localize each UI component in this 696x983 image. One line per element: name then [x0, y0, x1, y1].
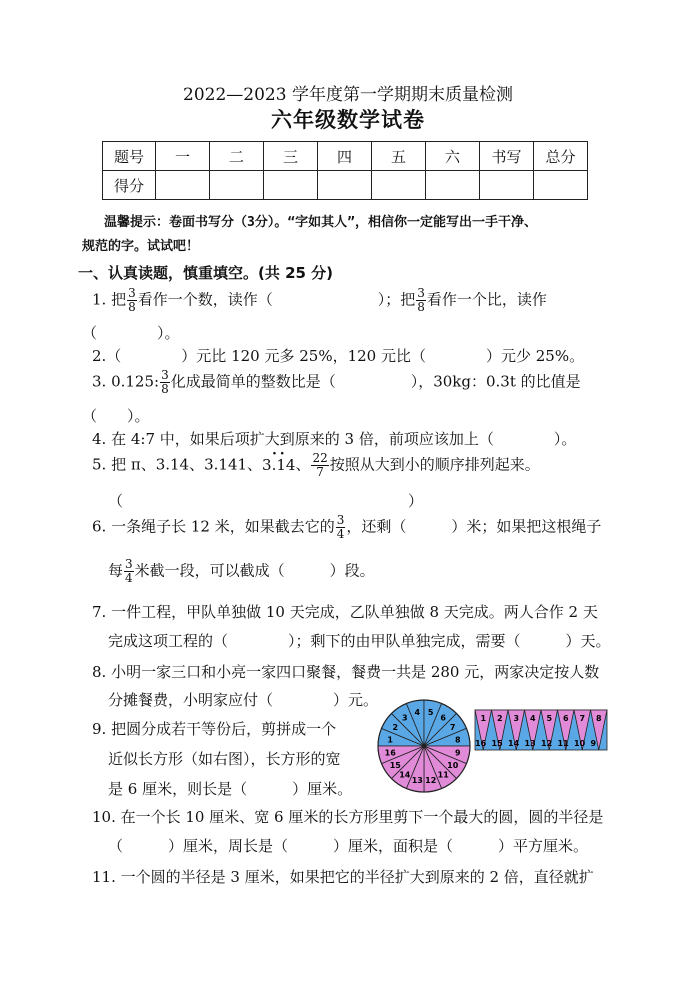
question-4: 4. 在 4:7 中，如果后项扩大到原来的 3 倍，前项应该加上（ ）。 [92, 430, 577, 448]
sector-label: 14 [399, 770, 411, 780]
q6-text-b: ，还剩（ ）米；如果把这根绳子 [346, 517, 602, 536]
score-cell: 总分 [534, 142, 588, 171]
strip-label-bottom: 14 [508, 739, 520, 748]
score-cell: 二 [210, 142, 264, 171]
question-9-line-3: 是 6 厘米，则长是（ ）厘米。 [108, 780, 353, 798]
question-11: 11. 一个圆的半径是 3 厘米，如果把它的半径扩大到原来的 2 倍，直径就扩 [92, 868, 594, 886]
score-cell: 三 [264, 142, 318, 171]
score-blank[interactable] [480, 171, 534, 200]
score-blank[interactable] [372, 171, 426, 200]
sector-label: 13 [411, 775, 423, 785]
sector-label: 8 [455, 735, 461, 745]
score-table [102, 141, 588, 200]
score-blank[interactable] [534, 171, 588, 200]
question-1 [92, 287, 547, 314]
score-blank[interactable] [156, 171, 210, 200]
fraction: $\frac{3}{8}$ [128, 286, 136, 314]
strip-label-top: 1 [480, 714, 487, 723]
sector-label: 5 [427, 708, 434, 718]
sector-circle-figure [376, 698, 472, 794]
strip-label-top: 4 [530, 714, 536, 723]
q1-text-b: 看作一个数，读作（ ）；把 [137, 290, 416, 309]
sector-label: 16 [384, 748, 396, 758]
score-table-score-row [103, 171, 588, 200]
strip-label-bottom: 11 [557, 739, 569, 748]
strip-label-bottom: 10 [574, 739, 586, 748]
question-7: 7. 一件工程，甲队单独做 10 天完成，乙队单独做 8 天完成。两人合作 2 天 [92, 603, 598, 621]
q6-text-a: 6. 一条绳子长 12 米，如果截去它的 [92, 517, 335, 536]
score-cell: 书写 [480, 142, 534, 171]
score-blank[interactable] [264, 171, 318, 200]
sector-label: 10 [447, 761, 459, 771]
tip-line-2: 规范的字。试试吧！ [82, 239, 200, 254]
fraction: $\frac{22}{7}$ [312, 451, 328, 479]
strip-label-bottom: 12 [541, 739, 553, 748]
question-3 [92, 369, 581, 396]
question-9: 9. 把圆分成若干等份后，剪拼成一个 [92, 720, 337, 738]
question-1-line-2: （ ）。 [82, 324, 180, 342]
sector-label: 1 [387, 735, 393, 745]
exam-title: 六年级数学试卷 [271, 107, 425, 132]
fraction: $\frac{3}{8}$ [161, 368, 169, 396]
score-blank[interactable] [318, 171, 372, 200]
score-blank[interactable] [210, 171, 264, 200]
strip-label-top: 8 [596, 714, 602, 723]
sector-label: 7 [449, 722, 456, 732]
q1-text-c: 看作一个比，读作 [426, 290, 547, 309]
sector-label: 6 [440, 713, 446, 723]
score-table-header-row [103, 142, 588, 171]
section-heading: 一、认真读题，慎重填空。(共 25 分) [78, 264, 334, 282]
question-5: 5. 把 π、3.14、3.141、· · 3.14、 $\frac{22}{7}$ 按照从大到小的顺序排列起来。 [92, 452, 540, 479]
strip-label-top: 2 [497, 714, 503, 723]
question-8-line-2: 分摊餐费，小明家应付（ ）元。 [108, 691, 379, 709]
question-3-line-2: （ ）。 [82, 407, 150, 425]
question-8: 8. 小明一家三口和小亮一家四口聚餐，餐费一共是 280 元，两家决定按人数 [92, 663, 600, 681]
question-2: 2.（ ）元比 120 元多 25%，120 元比（ ）元少 25%。 [92, 347, 585, 365]
score-cell: 四 [318, 142, 372, 171]
sector-label: 4 [414, 708, 421, 718]
question-5-answer-blank: （ ） [108, 492, 424, 510]
score-cell: 一 [156, 142, 210, 171]
fraction: $\frac{3}{4}$ [336, 513, 345, 541]
q1-text-a: 1. 把 [92, 290, 127, 309]
strip-label-top: 7 [579, 714, 586, 723]
score-cell: 题号 [103, 142, 156, 171]
q3-text-a: 3. 0.125: [92, 372, 160, 391]
strip-label-bottom: 16 [475, 739, 487, 748]
score-row-label: 得分 [103, 171, 156, 200]
question-6-line-2 [108, 558, 375, 585]
score-cell: 六 [426, 142, 480, 171]
question-9-line-2: 近似长方形（如右图），长方形的宽 [108, 750, 341, 768]
q6-text-c: 每 [108, 561, 124, 580]
sector-label: 12 [425, 775, 437, 785]
question-10: 10. 在一个长 10 厘米、宽 6 厘米的长方形里剪下一个最大的圆，圆的半径是 [92, 808, 604, 826]
strip-label-top: 6 [563, 714, 569, 723]
q6-text-d: 米截一段，可以截成（ ）段。 [134, 561, 375, 580]
strip-label-bottom: 13 [524, 739, 536, 748]
question-6 [92, 514, 601, 541]
tip-line-1: 温馨提示：卷面书写分（3分）。“字如其人”，相信你一定能写出一手干净、 [104, 215, 537, 230]
sector-label: 2 [392, 722, 399, 732]
strip-label-top: 5 [546, 714, 553, 723]
score-blank[interactable] [426, 171, 480, 200]
question-7-line-2: 完成这项工程的（ ）；剩下的由甲队单独完成，需要（ ）天。 [108, 632, 611, 650]
q5-text-a: 5. 把 π、3.14、3.141、 [92, 455, 263, 474]
sector-label: 9 [455, 748, 461, 758]
sector-label: 15 [389, 761, 401, 771]
fraction: $\frac{3}{4}$ [125, 557, 133, 585]
q3-text-b: 化成最简单的整数比是（ ），30kg：0.3t 的比值是 [170, 372, 581, 391]
rearranged-rectangle-figure [473, 706, 613, 754]
score-cell: 五 [372, 142, 426, 171]
strip-label-top: 3 [513, 714, 520, 723]
repeating-decimal: · · 3.14 [262, 456, 295, 474]
strip-label-bottom: 15 [491, 739, 503, 748]
sector-label: 11 [437, 770, 449, 780]
strip-label-bottom: 9 [590, 739, 597, 748]
q5-text-b: 按照从大到小的顺序排列起来。 [329, 455, 540, 474]
exam-period-title: 2022—2023 学年度第一学期期末质量检测 [183, 85, 513, 105]
question-10-line-2: （ ）厘米，周长是（ ）厘米，面积是（ ）平方厘米。 [108, 837, 589, 855]
fraction: $\frac{3}{8}$ [417, 286, 425, 314]
sector-label: 3 [402, 713, 408, 723]
